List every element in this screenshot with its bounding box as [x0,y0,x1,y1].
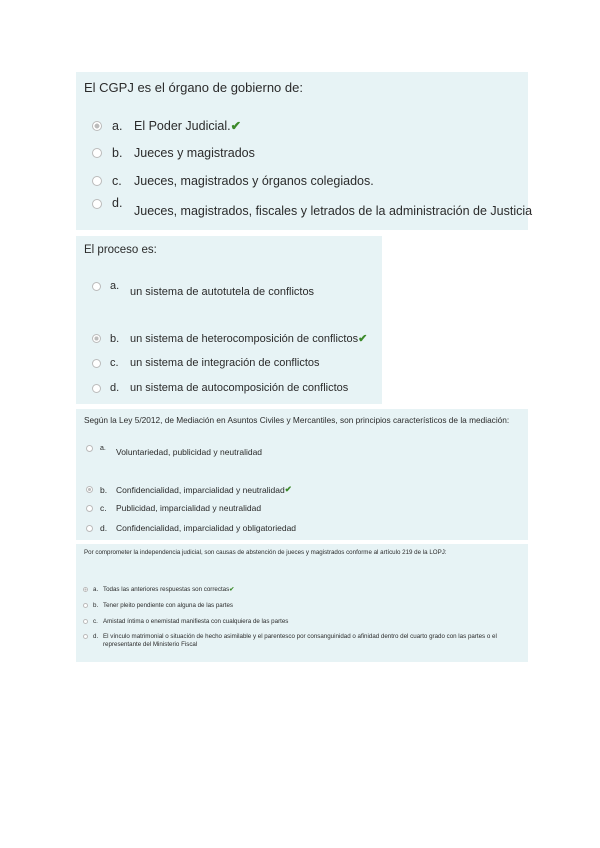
option-letter: a. [100,444,106,452]
option-text: El vínculo matrimonial o situación de hecho asimilable y el parentesco por consanguinidad o afinidad dentro del cuarto grado con las partes o el representante del Ministerio Fiscal [103,633,497,648]
checkmark-icon: ✔ [284,484,292,494]
option-c[interactable] [83,618,288,625]
option-d[interactable] [92,196,533,218]
option-text: Confidencialidad, imparcialidad y obligatoriedad [116,523,297,533]
option-text: Amistad íntima o enemistad manifiesta con cualquiera de las partes [103,618,289,625]
option-text: un sistema de integración de conflictos [130,357,320,369]
option-letter: d. [112,196,123,210]
radio[interactable] [83,603,88,608]
question-text: El CGPJ es el órgano de gobierno de: [84,80,303,95]
option-a[interactable] [86,444,263,457]
option-text: El Poder Judicial. [134,118,231,133]
option-a[interactable] [92,118,241,133]
radio[interactable] [83,619,88,624]
option-b[interactable] [92,332,367,345]
option-letter: b. [110,332,120,345]
option-letter: d. [93,633,99,640]
option-letter: d. [110,382,120,394]
option-b[interactable] [83,602,233,609]
option-letter: b. [100,484,108,495]
radio[interactable] [86,445,93,452]
option-text: Todas las anteriores respuestas son correctas [103,586,230,593]
question-text: Por comprometer la independencia judicial, son causas de abstención de jueces y magistrados conforme al artículo 219 de la LOPJ: [84,549,447,556]
radio[interactable] [92,282,101,291]
question-block-1 [76,72,533,230]
question-block-4 [76,544,528,662]
option-b[interactable] [86,484,292,495]
option-text: un sistema de autocomposición de conflictos [130,382,349,394]
checkmark-icon: ✔ [230,119,242,133]
option-a[interactable] [92,280,315,298]
checkmark-icon: ✔ [358,333,368,345]
option-text: Jueces y magistrados [134,146,255,160]
option-b[interactable] [92,146,255,160]
option-d[interactable] [86,523,296,533]
radio[interactable] [92,176,102,186]
option-d[interactable] [83,633,513,649]
option-letter: c. [112,174,122,188]
radio-selected[interactable] [86,486,93,493]
option-text: Jueces, magistrados, fiscales y letrados de la administración de Justicia [134,204,533,218]
option-text: Jueces, magistrados y órganos colegiados. [134,174,374,188]
option-d[interactable] [92,382,348,394]
option-text: un sistema de autotutela de conflictos [130,286,315,298]
radio[interactable] [92,359,101,368]
question-block-2 [76,236,382,404]
option-letter: a. [110,280,120,292]
radio[interactable] [83,634,88,639]
option-a[interactable] [83,586,234,593]
radio[interactable] [86,525,93,532]
option-letter: c. [100,503,107,513]
radio[interactable] [92,148,102,158]
option-letter: d. [100,523,108,533]
option-letter: b. [112,146,123,160]
radio-selected[interactable] [83,587,88,592]
option-letter: b. [93,602,99,609]
option-letter: c. [93,618,98,625]
option-letter: a. [112,118,123,133]
option-c[interactable] [92,357,320,369]
option-text: Publicidad, imparcialidad y neutralidad [116,503,262,513]
question-text: Según la Ley 5/2012, de Mediación en Asuntos Civiles y Mercantiles, son principios característicos de la mediación: [84,415,510,425]
option-text: Tener pleito pendiente con alguna de las partes [103,602,234,609]
radio[interactable] [92,199,102,209]
question-text: El proceso es: [84,244,157,256]
checkmark-icon: ✔ [229,586,235,593]
option-text: Confidencialidad, imparcialidad y neutralidad [116,484,285,495]
option-text: Voluntariedad, publicidad y neutralidad [116,447,263,457]
radio[interactable] [92,384,101,393]
option-c[interactable] [86,503,261,513]
option-letter: c. [110,357,119,369]
radio[interactable] [86,505,93,512]
radio-selected[interactable] [92,121,102,131]
radio-selected[interactable] [92,334,101,343]
option-letter: a. [93,586,99,593]
option-text: un sistema de heterocomposición de conflictos [130,332,359,345]
question-block-3 [76,409,528,540]
option-c[interactable] [92,174,374,188]
